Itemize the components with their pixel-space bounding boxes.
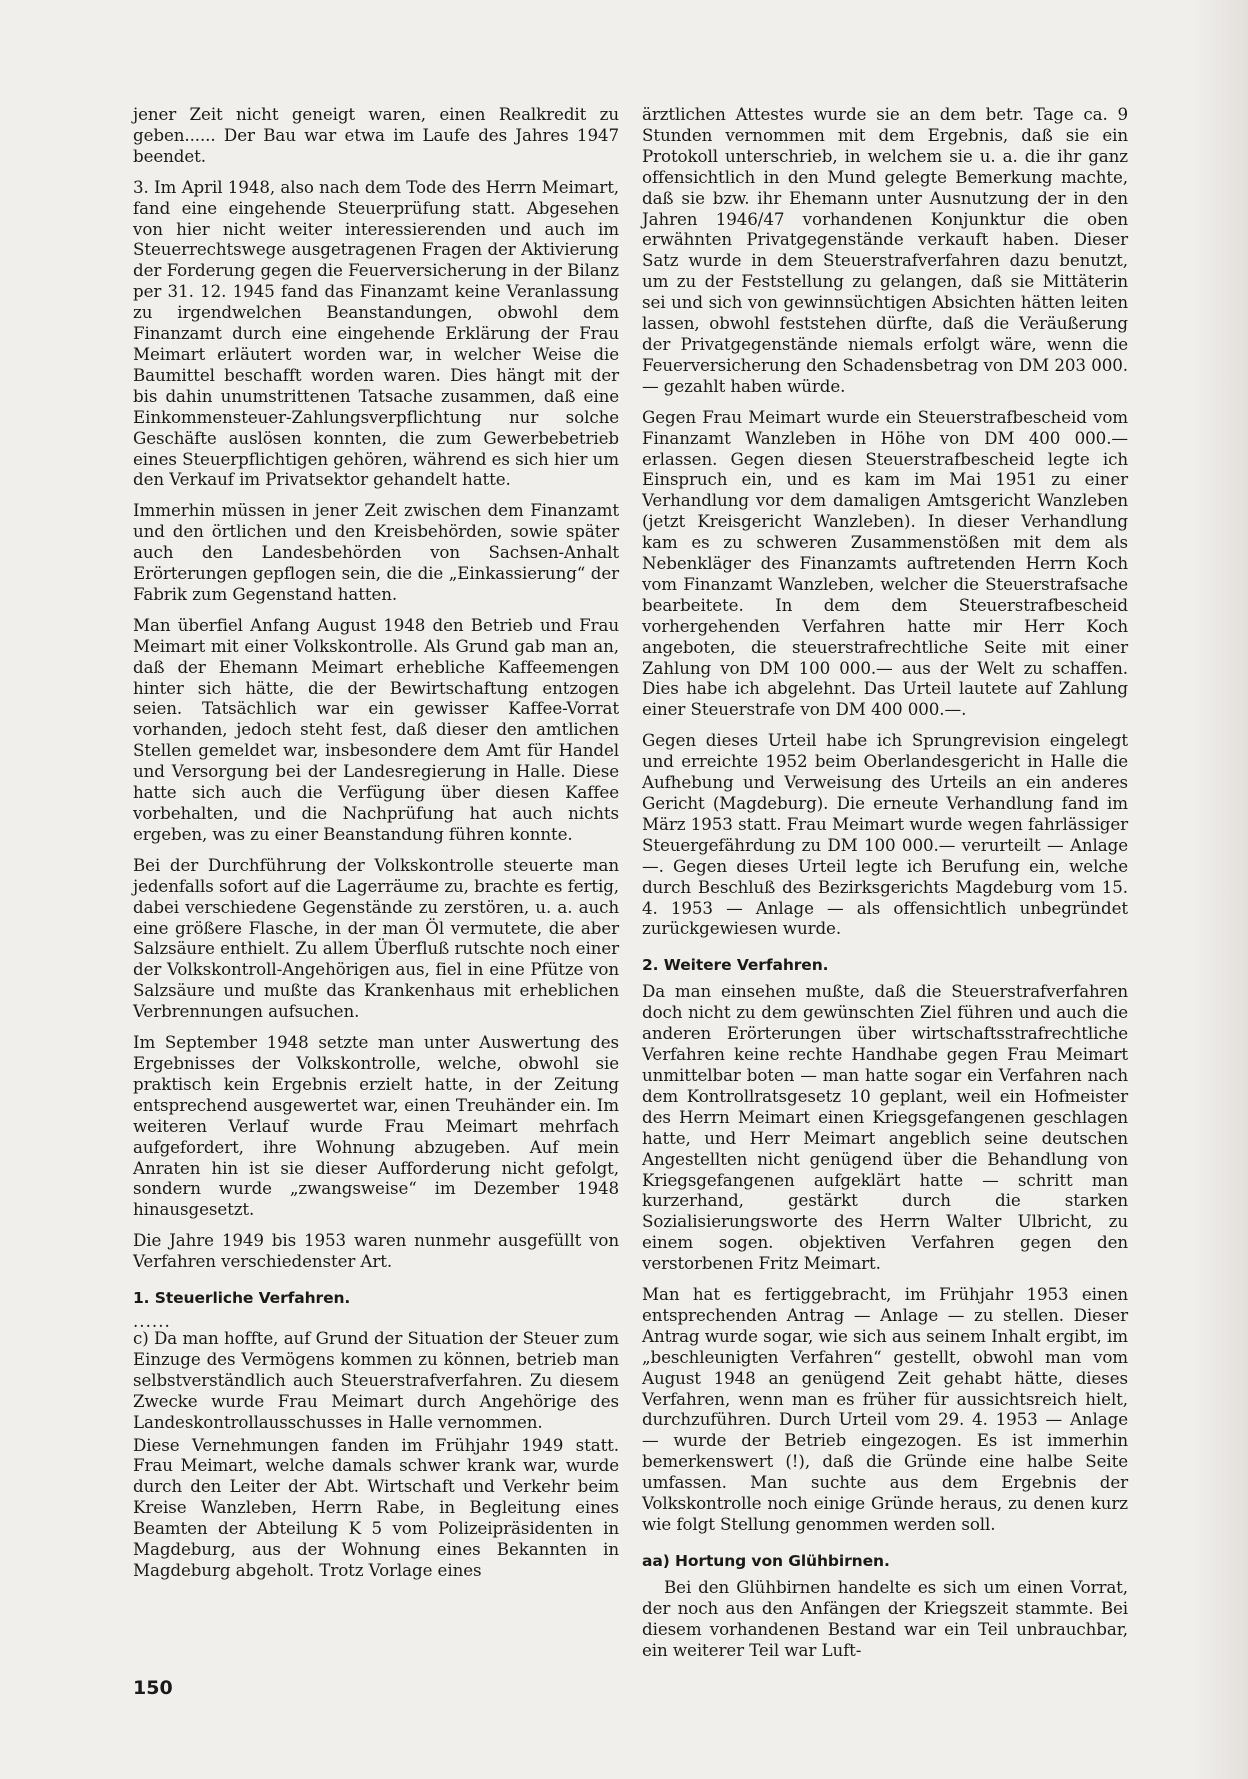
section-heading: 2. Weitere Verfahren.	[642, 956, 829, 975]
paragraph: 3. Im April 1948, also nach dem Tode des Herrn Meimart, fand eine eingehende Steuerprüfung statt. Abgesehen von hier nicht weiter interessierenden und auch im Steuerrechtswege ausgetragenen Fragen der Aktivierung der Forderung gegen die Feuerversicherung in der Bilanz per 31. 12. 1945 fand das Finanzamt keine Veranlassung zu irgendwelchen Beanstandungen, obwohl dem Finanzamt durch eine eingehende Erklärung der Frau Meimart erläutert worden war, in welcher Weise die Baumittel beschafft worden waren. Dies hängt mit der bis dahin unumstrittenen Tatsache zusammen, daß eine Einkommensteuer-Zahlungsverpflichtung nur solche Geschäfte auslösen konnten, die zum Gewerbebetrieb eines Steuerpflichtigen gehören, während es sich hier um den Verkauf im Privatsektor gehandelt hatte.	[133, 176, 619, 490]
paragraph: c) Da man hoffte, auf Grund der Situation der Steuer zum Einzuge des Vermögens kommen zu können, betrieb man selbstverständlich auch Steuerstrafverfahren. Zu diesem Zwecke wurde Frau Meimart durch Angehörige des Landeskontrollausschusses in Halle vernommen.	[133, 1328, 619, 1432]
page-edge-shadow	[1192, 0, 1248, 1779]
paragraph: Im September 1948 setzte man unter Auswertung des Ergebnisses der Volkskontrolle, welche, obwohl sie praktisch kein Ergebnis erzielt hatte, in der Zeitung entsprechend ausgewertet war, einen Treuhänder ein. Im weiteren Verlauf wurde Frau Meimart mehrfach aufgefordert, ihre Wohnung abzugeben. Auf mein Anraten hin ist sie dieser Aufforderung nicht gefolgt, sondern wurde „zwangsweise“ im Dezember 1948 hinausgesetzt.	[133, 1032, 619, 1220]
paragraph: Bei der Durchführung der Volkskontrolle steuerte man jedenfalls sofort auf die Lagerräume zu, brachte es fertig, dabei verschiedene Gegenstände zu zerstören, u. a. auch eine größere Flasche, in der man Öl vermutete, die aber Salzsäure enthielt. Zu allem Überfluß rutschte noch einer der Volkskontroll-Angehörigen aus, fiel in eine Pfütze von Salzsäure und mußte das Krankenhaus mit erheblichen Verbrennungen aufsuchen.	[133, 854, 619, 1022]
paragraph: Immerhin müssen in jener Zeit zwischen dem Finanzamt und den örtlichen und den Kreisbehörden, sowie später auch den Landesbehörden von Sachsen-Anhalt Erörterungen gepflogen sein, die die „Einkassierung“ der Fabrik zum Gegenstand hatten.	[133, 500, 619, 604]
paragraph: jener Zeit nicht geneigt waren, einen Realkredit zu geben...... Der Bau war etwa im Laufe des Jahres 1947 beendet.	[133, 104, 619, 166]
paragraph: ärztlichen Attestes wurde sie an dem betr. Tage ca. 9 Stunden vernommen mit dem Ergebnis, daß sie ein Protokoll unterschrieb, in welchem sie u. a. die ihr ganz offensichtlich in den Mund gelegte Bemerkung machte, daß sie bzw. ihr Ehemann unter Ausnutzung der in den Jahren 1946/47 vorhandenen Konjunktur die oben erwähnten Privatgegenstände verkauft haben. Dieser Satz wurde in dem Steuerstrafverfahren dazu benutzt, um zu der Feststellung zu gelangen, daß sie Mittäterin sei und sich von gewinnsüchtigen Absichten hätten leiten lassen, obwohl feststehen dürfte, daß die Veräußerung der Privatgegenstände niemals erfolgt wäre, wenn die Feuerversicherung den Schadensbetrag von DM 203 000.— gezahlt haben würde.	[642, 104, 1128, 396]
right-column	[642, 104, 1128, 1671]
paragraph: Gegen Frau Meimart wurde ein Steuerstrafbescheid vom Finanzamt Wanzleben in Höhe von DM 400 000.— erlassen. Gegen diesen Steuerstrafbescheid legte ich Einspruch ein, und es kam im Mai 1951 zu einer Verhandlung vor dem damaligen Amtsgericht Wanzleben (jetzt Kreisgericht Wanzleben). In dieser Verhandlung kam es zu schweren Zusammenstößen mit dem als Nebenkläger des Finanzamts auftretenden Herrn Koch vom Finanzamt Wanzleben, welcher die Steuerstrafsache bearbeitete. In dem dem Steuerstrafbescheid vorhergehenden Verfahren hatte mir Herr Koch angeboten, die steuerstrafrechtliche Seite mit einer Zahlung von DM 100 000.— aus der Welt zu schaffen. Dies habe ich abgelehnt. Das Urteil lautete auf Zahlung einer Steuerstrafe von DM 400 000.—.	[642, 406, 1128, 720]
left-column	[133, 104, 619, 1591]
paragraph: Da man einsehen mußte, daß die Steuerstrafverfahren doch nicht zu dem gewünschten Ziel führen und auch die anderen Erörterungen über wirtschaftsstrafrechtliche Verfahren keine rechte Handhabe gegen Frau Meimart unmittelbar boten — man hatte sogar ein Verfahren nach dem Kontrollratsgesetz 10 geplant, weil ein Hofmeister des Herrn Meimart einen Kriegsgefangenen geschlagen hatte, und Herr Meimart angeblich seine deutschen Angestellten nicht genügend über die Behandlung von Kriegsgefangenen aufgeklärt hatte — schritt man kurzerhand, gestärkt durch die starken Sozialisierungsworte des Herrn Walter Ulbricht, zu einem sogen. objektiven Verfahren gegen den verstorbenen Fritz Meimart.	[642, 981, 1128, 1274]
ellipsis-marker: ......	[133, 1311, 171, 1332]
subsection-heading: aa) Hortung von Glühbirnen.	[642, 1551, 890, 1570]
paragraph: Man hat es fertiggebracht, im Frühjahr 1953 einen entsprechenden Antrag — Anlage — zu stellen. Dieser Antrag wurde sogar, wie sich aus seinem Inhalt ergibt, im „beschleunigten Verfahren“ gestellt, obwohl man vom August 1948 an genügend Zeit gehabt hätte, dieses Verfahren, wenn man es früher für aussichtsreich hielt, durchzuführen. Durch Urteil vom 29. 4. 1953 — Anlage — wurde der Betrieb eingezogen. Es ist immerhin bemerkenswert (!), daß die Gründe eine halbe Seite umfassen. Man suchte aus dem Ergebnis der Volkskontrolle noch einige Gründe heraus, zu denen kurz wie folgt Stellung genommen werden soll.	[642, 1284, 1128, 1534]
paragraph: Die Jahre 1949 bis 1953 waren nunmehr ausgefüllt von Verfahren verschiedenster Art.	[133, 1230, 619, 1272]
paragraph: Gegen dieses Urteil habe ich Sprungrevision eingelegt und erreichte 1952 beim Oberlandesgericht in Halle die Aufhebung und Verweisung des Urteils an ein anderes Gericht (Magdeburg). Die erneute Verhandlung fand im März 1953 statt. Frau Meimart wurde wegen fahrlässiger Steuergefährdung zu DM 100 000.— verurteilt — Anlage —. Gegen dieses Urteil legte ich Berufung ein, welche durch Beschluß des Bezirksgerichts Magdeburg vom 15. 4. 1953 — Anlage — als offensichtlich unbegründet zurückgewiesen wurde.	[642, 730, 1128, 939]
page-number: 150	[133, 1677, 173, 1699]
paragraph: Bei den Glühbirnen handelte es sich um einen Vorrat, der noch aus den Anfängen der Kriegszeit stammte. Bei diesem vorhandenen Bestand war ein Teil unbrauchbar, ein weiterer Teil war Luft-	[642, 1576, 1128, 1660]
section-heading: 1. Steuerliche Verfahren.	[133, 1289, 351, 1308]
paragraph: Man überfiel Anfang August 1948 den Betrieb und Frau Meimart mit einer Volkskontrolle. Als Grund gab man an, daß der Ehemann Meimart erhebliche Kaffeemengen hinter sich hätte, die der Bewirtschaftung entzogen seien. Tatsächlich war ein gewisser Kaffee-Vorrat vorhanden, jedoch steht fest, daß dieser den amtlichen Stellen gemeldet war, insbesondere dem Amt für Handel und Versorgung bei der Landesregierung in Halle. Diese hatte sich auch die Verfügung über diesen Kaffee vorbehalten, und die Nachprüfung hat auch nichts ergeben, was zu einer Beanstandung führen konnte.	[133, 614, 619, 844]
paragraph: Diese Vernehmungen fanden im Frühjahr 1949 statt. Frau Meimart, welche damals schwer krank war, wurde durch den Leiter der Abt. Wirtschaft und Verkehr beim Kreise Wanzleben, Herrn Rabe, in Begleitung eines Beamten der Abteilung K 5 vom Polizeipräsidenten in Magdeburg, aus der Wohnung eines Bekannten in Magdeburg abgeholt. Trotz Vorlage eines	[133, 1434, 619, 1580]
